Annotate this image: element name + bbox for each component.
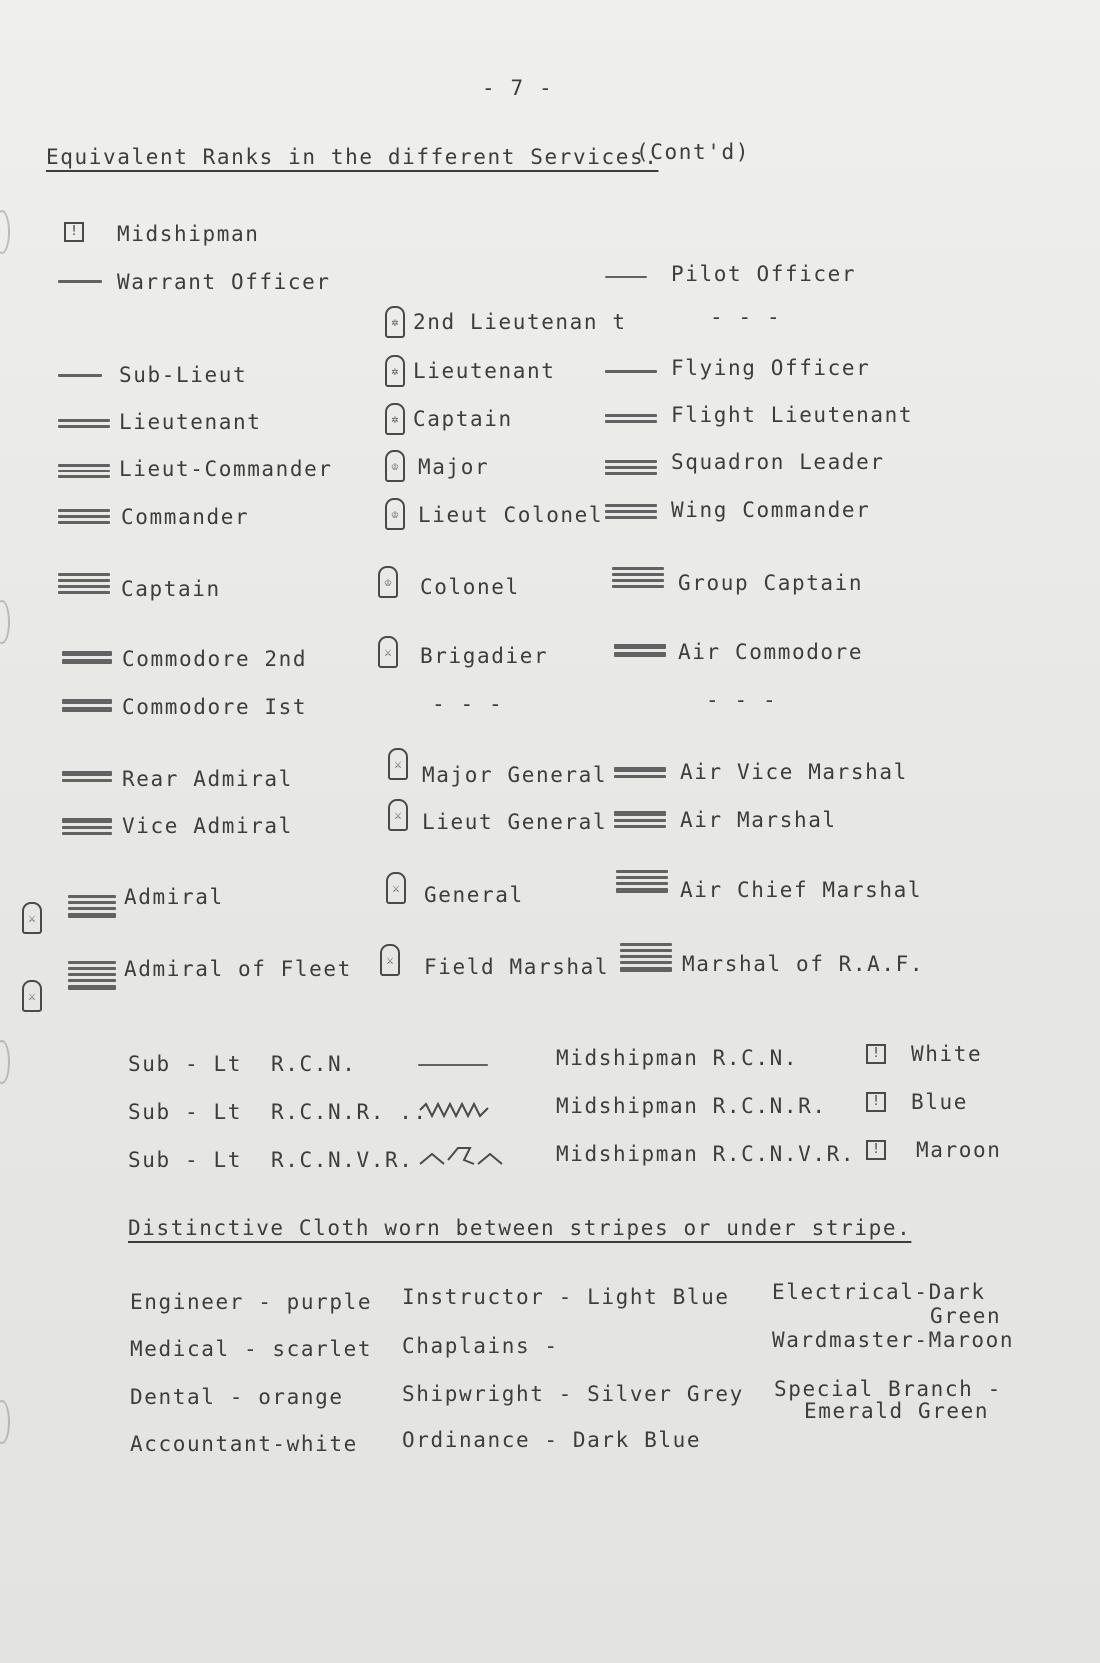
air-rank: Marshal of R.A.F. xyxy=(682,952,925,976)
army-rank: Lieutenant xyxy=(413,359,556,383)
navy-crown-badge-icon: ⚔ xyxy=(22,902,42,934)
army-rank-badge-icon: ♔ xyxy=(385,450,405,482)
army-rank: Colonel xyxy=(420,575,520,599)
midshipman-patch-icon: ! xyxy=(64,222,84,242)
army-rank-badge-icon: ✲ xyxy=(385,403,405,435)
army-rank-badge-icon: ⚔ xyxy=(388,748,408,780)
rcnvr-zigzag-stripe-icon xyxy=(418,1138,508,1172)
army-rank-badge-icon: ♔ xyxy=(385,498,405,530)
wing-commander-stripe-icon xyxy=(605,496,657,526)
cloth-item: Wardmaster-Maroon xyxy=(772,1328,1015,1352)
navy-rank: Commander xyxy=(121,505,250,529)
midshipman-patch-icon: ! xyxy=(866,1092,886,1112)
army-rank-badge-icon: ⚔ xyxy=(380,944,400,976)
air-rank: Air Vice Marshal xyxy=(680,760,908,784)
patch-colour: Maroon xyxy=(916,1138,1002,1162)
army-rank-badge-icon: ♔ xyxy=(378,566,398,598)
navy-crown-badge-icon: ⚔ xyxy=(22,980,42,1012)
cloth-item: Engineer - purple xyxy=(130,1290,373,1314)
pilot-officer-stripe-icon xyxy=(605,266,647,288)
army-rank: Major General xyxy=(422,763,608,787)
navy-rank: Commodore 2nd xyxy=(122,647,308,671)
navy-rank: Warrant Officer xyxy=(117,270,331,294)
cloth-item: Ordinance - Dark Blue xyxy=(402,1428,702,1452)
army-rank: Lieut General xyxy=(422,810,608,834)
army-rank-badge-icon: ⚔ xyxy=(388,799,408,831)
patch-colour: Blue xyxy=(911,1090,968,1114)
air-rank: - - - xyxy=(710,305,782,329)
vice-admiral-sleeve-icon xyxy=(62,806,112,846)
captain-sleeve-icon xyxy=(58,562,110,604)
army-rank: Major xyxy=(418,455,490,479)
rcnr-wavy-stripe-icon xyxy=(418,1098,490,1120)
commodore-1st-sleeve-icon xyxy=(62,690,112,720)
commodore-2nd-sleeve-icon xyxy=(62,642,112,672)
cloth-item: Electrical-Dark xyxy=(772,1280,986,1304)
navy-rank: Lieutenant xyxy=(119,410,262,434)
marshal-of-raf-stripe-icon xyxy=(620,926,672,988)
cloth-item: Special Branch - xyxy=(774,1377,1002,1401)
page-title: Equivalent Ranks in the different Services. xyxy=(46,145,659,169)
army-rank-badge-icon: ✲ xyxy=(385,306,405,338)
navy-rank: Sub-Lieut xyxy=(119,363,248,387)
navy-rank: Vice Admiral xyxy=(122,814,293,838)
air-rank: Squadron Leader xyxy=(671,450,885,474)
navy-rank: Commodore Ist xyxy=(122,695,308,719)
reserve-midshipman: Midshipman R.C.N. xyxy=(556,1046,799,1070)
cloth-item: Instructor - Light Blue xyxy=(402,1285,730,1309)
midshipman-patch-icon: ! xyxy=(866,1044,886,1064)
cloth-section-title: Distinctive Cloth worn between stripes or under stripe. xyxy=(128,1216,912,1240)
air-chief-marshal-stripe-icon xyxy=(616,856,668,906)
air-rank: Flying Officer xyxy=(671,356,871,380)
navy-rank: Lieut-Commander xyxy=(119,457,333,481)
cloth-item: Chaplains - xyxy=(402,1334,559,1358)
punch-hole xyxy=(0,600,10,644)
air-marshal-stripe-icon xyxy=(614,800,666,838)
group-captain-stripe-icon xyxy=(612,556,664,598)
cloth-item: Shipwright - Silver Grey xyxy=(402,1382,744,1406)
cloth-item: Medical - scarlet xyxy=(130,1337,373,1361)
army-rank: Field Marshal xyxy=(424,955,610,979)
lieutenant-sleeve-icon xyxy=(58,412,110,434)
navy-rank: Admiral of Fleet xyxy=(124,957,352,981)
reserve-service: R.C.N.R. .. xyxy=(271,1100,428,1124)
air-rank: Air Commodore xyxy=(678,640,864,664)
navy-rank: Captain xyxy=(121,577,221,601)
army-rank-badge-icon: ⚔ xyxy=(378,636,398,668)
air-rank: Flight Lieutenant xyxy=(671,403,914,427)
army-rank: - - - xyxy=(432,692,504,716)
cloth-item: Dental - orange xyxy=(130,1385,344,1409)
rcn-straight-stripe-icon xyxy=(418,1054,488,1076)
air-rank: Pilot Officer xyxy=(671,262,857,286)
sub-lieut-sleeve-icon xyxy=(58,364,102,386)
flight-lieutenant-stripe-icon xyxy=(605,407,657,429)
navy-rank: Admiral xyxy=(124,885,224,909)
air-vice-marshal-stripe-icon xyxy=(614,757,666,787)
air-rank: Wing Commander xyxy=(671,498,871,522)
rear-admiral-sleeve-icon xyxy=(62,760,112,792)
reserve-sub-lt-label: Sub - Lt xyxy=(128,1100,242,1124)
cloth-item-continued: Emerald Green xyxy=(804,1399,990,1423)
navy-rank: Midshipman xyxy=(117,222,260,246)
punch-hole xyxy=(0,1400,10,1444)
army-rank: Lieut Colonel xyxy=(418,503,604,527)
page-title-suffix: (Cont'd) xyxy=(636,140,750,164)
reserve-sub-lt-label: Sub - Lt xyxy=(128,1052,242,1076)
army-rank: 2nd Lieutenan t xyxy=(413,310,627,334)
flying-officer-stripe-icon xyxy=(605,360,657,382)
reserve-service: R.C.N. xyxy=(271,1052,357,1076)
cloth-item-continued: Green xyxy=(930,1304,1002,1328)
air-rank: Air Marshal xyxy=(680,808,837,832)
reserve-sub-lt-label: Sub - Lt xyxy=(128,1148,242,1172)
punch-hole xyxy=(0,210,10,254)
reserve-midshipman: Midshipman R.C.N.R. xyxy=(556,1094,827,1118)
army-rank-badge-icon: ⚔ xyxy=(386,872,406,904)
warrant-officer-badge-icon xyxy=(58,270,102,292)
commander-sleeve-icon xyxy=(58,500,110,532)
admiral-of-fleet-sleeve-icon xyxy=(68,944,116,1006)
patch-colour: White xyxy=(911,1042,983,1066)
punch-hole xyxy=(0,1040,10,1084)
army-rank: General xyxy=(424,883,524,907)
cloth-item: Accountant-white xyxy=(130,1432,358,1456)
admiral-sleeve-icon xyxy=(68,880,116,932)
navy-rank: Rear Admiral xyxy=(122,767,293,791)
page-number: - 7 - xyxy=(482,76,554,100)
air-commodore-stripe-icon xyxy=(614,636,666,664)
midshipman-patch-icon: ! xyxy=(866,1140,886,1160)
air-rank: Air Chief Marshal xyxy=(680,878,923,902)
army-rank-badge-icon: ✲ xyxy=(385,355,405,387)
reserve-midshipman: Midshipman R.C.N.V.R. xyxy=(556,1142,856,1166)
lieut-commander-sleeve-icon xyxy=(58,456,110,486)
air-rank: - - - xyxy=(706,688,778,712)
reserve-service: R.C.N.V.R. xyxy=(271,1148,414,1172)
air-rank: Group Captain xyxy=(678,571,864,595)
army-rank: Captain xyxy=(413,407,513,431)
army-rank: Brigadier xyxy=(420,644,549,668)
squadron-leader-stripe-icon xyxy=(605,452,657,482)
